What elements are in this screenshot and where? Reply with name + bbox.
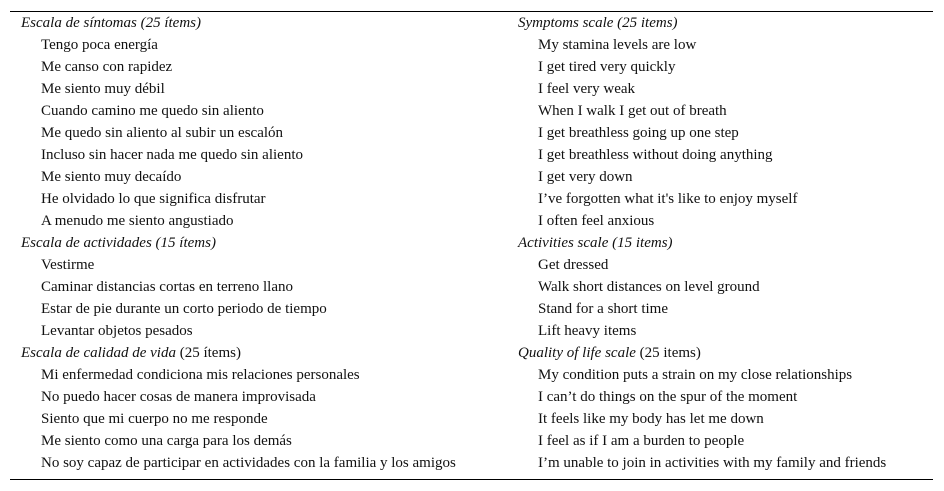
table-row — [10, 364, 933, 386]
table-row — [10, 56, 933, 78]
section-title-es: Escala de calidad de vida (25 ítems) — [21, 345, 241, 361]
item-es: Me quedo sin aliento al subir un escalón — [41, 125, 284, 141]
item-en: I can’t do things on the spur of the moment — [538, 389, 798, 405]
item-es: Me siento muy decaído — [41, 169, 182, 185]
table-row — [10, 100, 933, 122]
item-es: Siento que mi cuerpo no me responde — [41, 411, 268, 427]
table-row — [10, 298, 933, 320]
item-es: No puedo hacer cosas de manera improvisada — [41, 389, 316, 405]
table-row — [10, 144, 933, 166]
item-en: My stamina levels are low — [538, 37, 697, 53]
item-en: I get very down — [538, 169, 633, 185]
table-row — [10, 78, 933, 100]
item-es: Cuando camino me quedo sin aliento — [41, 103, 264, 119]
section-title-en: Quality of life scale (25 items) — [518, 345, 701, 361]
item-es: Vestirme — [41, 257, 95, 273]
table-row — [10, 122, 933, 144]
item-en: I’m unable to join in activities with my family and friends — [538, 455, 887, 471]
section-header-activities — [10, 232, 933, 254]
table-body — [10, 12, 933, 474]
table-row — [10, 188, 933, 210]
scale-items-table — [10, 11, 933, 480]
item-es: Incluso sin hacer nada me quedo sin aliento — [41, 147, 304, 163]
item-es: Estar de pie durante un corto periodo de tiempo — [41, 301, 327, 317]
item-en: My condition puts a strain on my close relationships — [538, 367, 853, 383]
item-en: I’ve forgotten what it's like to enjoy myself — [538, 191, 798, 207]
item-es: Tengo poca energía — [41, 37, 158, 53]
table-row — [10, 276, 933, 298]
item-en: Get dressed — [538, 257, 609, 273]
section-title-en: Activities scale (15 items) — [518, 235, 673, 251]
item-en: I feel very weak — [538, 81, 636, 97]
item-es: Caminar distancias cortas en terreno llano — [41, 279, 293, 295]
item-en: I feel as if I am a burden to people — [538, 433, 745, 449]
item-en: Walk short distances on level ground — [538, 279, 760, 295]
table-row — [10, 386, 933, 408]
table-row — [10, 320, 933, 342]
item-es: No soy capaz de participar en actividades con la familia y los amigos — [41, 455, 456, 471]
item-en: When I walk I get out of breath — [538, 103, 727, 119]
scales-table — [10, 12, 933, 474]
table-row — [10, 452, 933, 474]
section-header-symptoms — [10, 12, 933, 34]
section-header-quality-of-life — [10, 342, 933, 364]
table-row — [10, 408, 933, 430]
item-es: Me siento como una carga para los demás — [41, 433, 292, 449]
table-row — [10, 210, 933, 232]
item-es: Levantar objetos pesados — [41, 323, 193, 339]
section-title-en: Symptoms scale (25 items) — [518, 15, 678, 31]
item-en: It feels like my body has let me down — [538, 411, 764, 427]
item-en: Lift heavy items — [538, 323, 637, 339]
item-en: Stand for a short time — [538, 301, 668, 317]
table-row — [10, 430, 933, 452]
item-en: I get breathless without doing anything — [538, 147, 773, 163]
table-row — [10, 34, 933, 56]
bottom-rule — [10, 479, 933, 480]
item-es: Mi enfermedad condiciona mis relaciones personales — [41, 367, 360, 383]
item-en: I get breathless going up one step — [538, 125, 739, 141]
item-es: Me siento muy débil — [41, 81, 165, 97]
table-row — [10, 166, 933, 188]
table-row — [10, 254, 933, 276]
item-en: I often feel anxious — [538, 213, 655, 229]
section-title-es: Escala de actividades (15 ítems) — [21, 235, 216, 251]
item-en: I get tired very quickly — [538, 59, 676, 75]
item-es: He olvidado lo que significa disfrutar — [41, 191, 266, 207]
item-es: A menudo me siento angustiado — [41, 213, 234, 229]
item-es: Me canso con rapidez — [41, 59, 173, 75]
section-title-es: Escala de síntomas (25 ítems) — [21, 15, 201, 31]
